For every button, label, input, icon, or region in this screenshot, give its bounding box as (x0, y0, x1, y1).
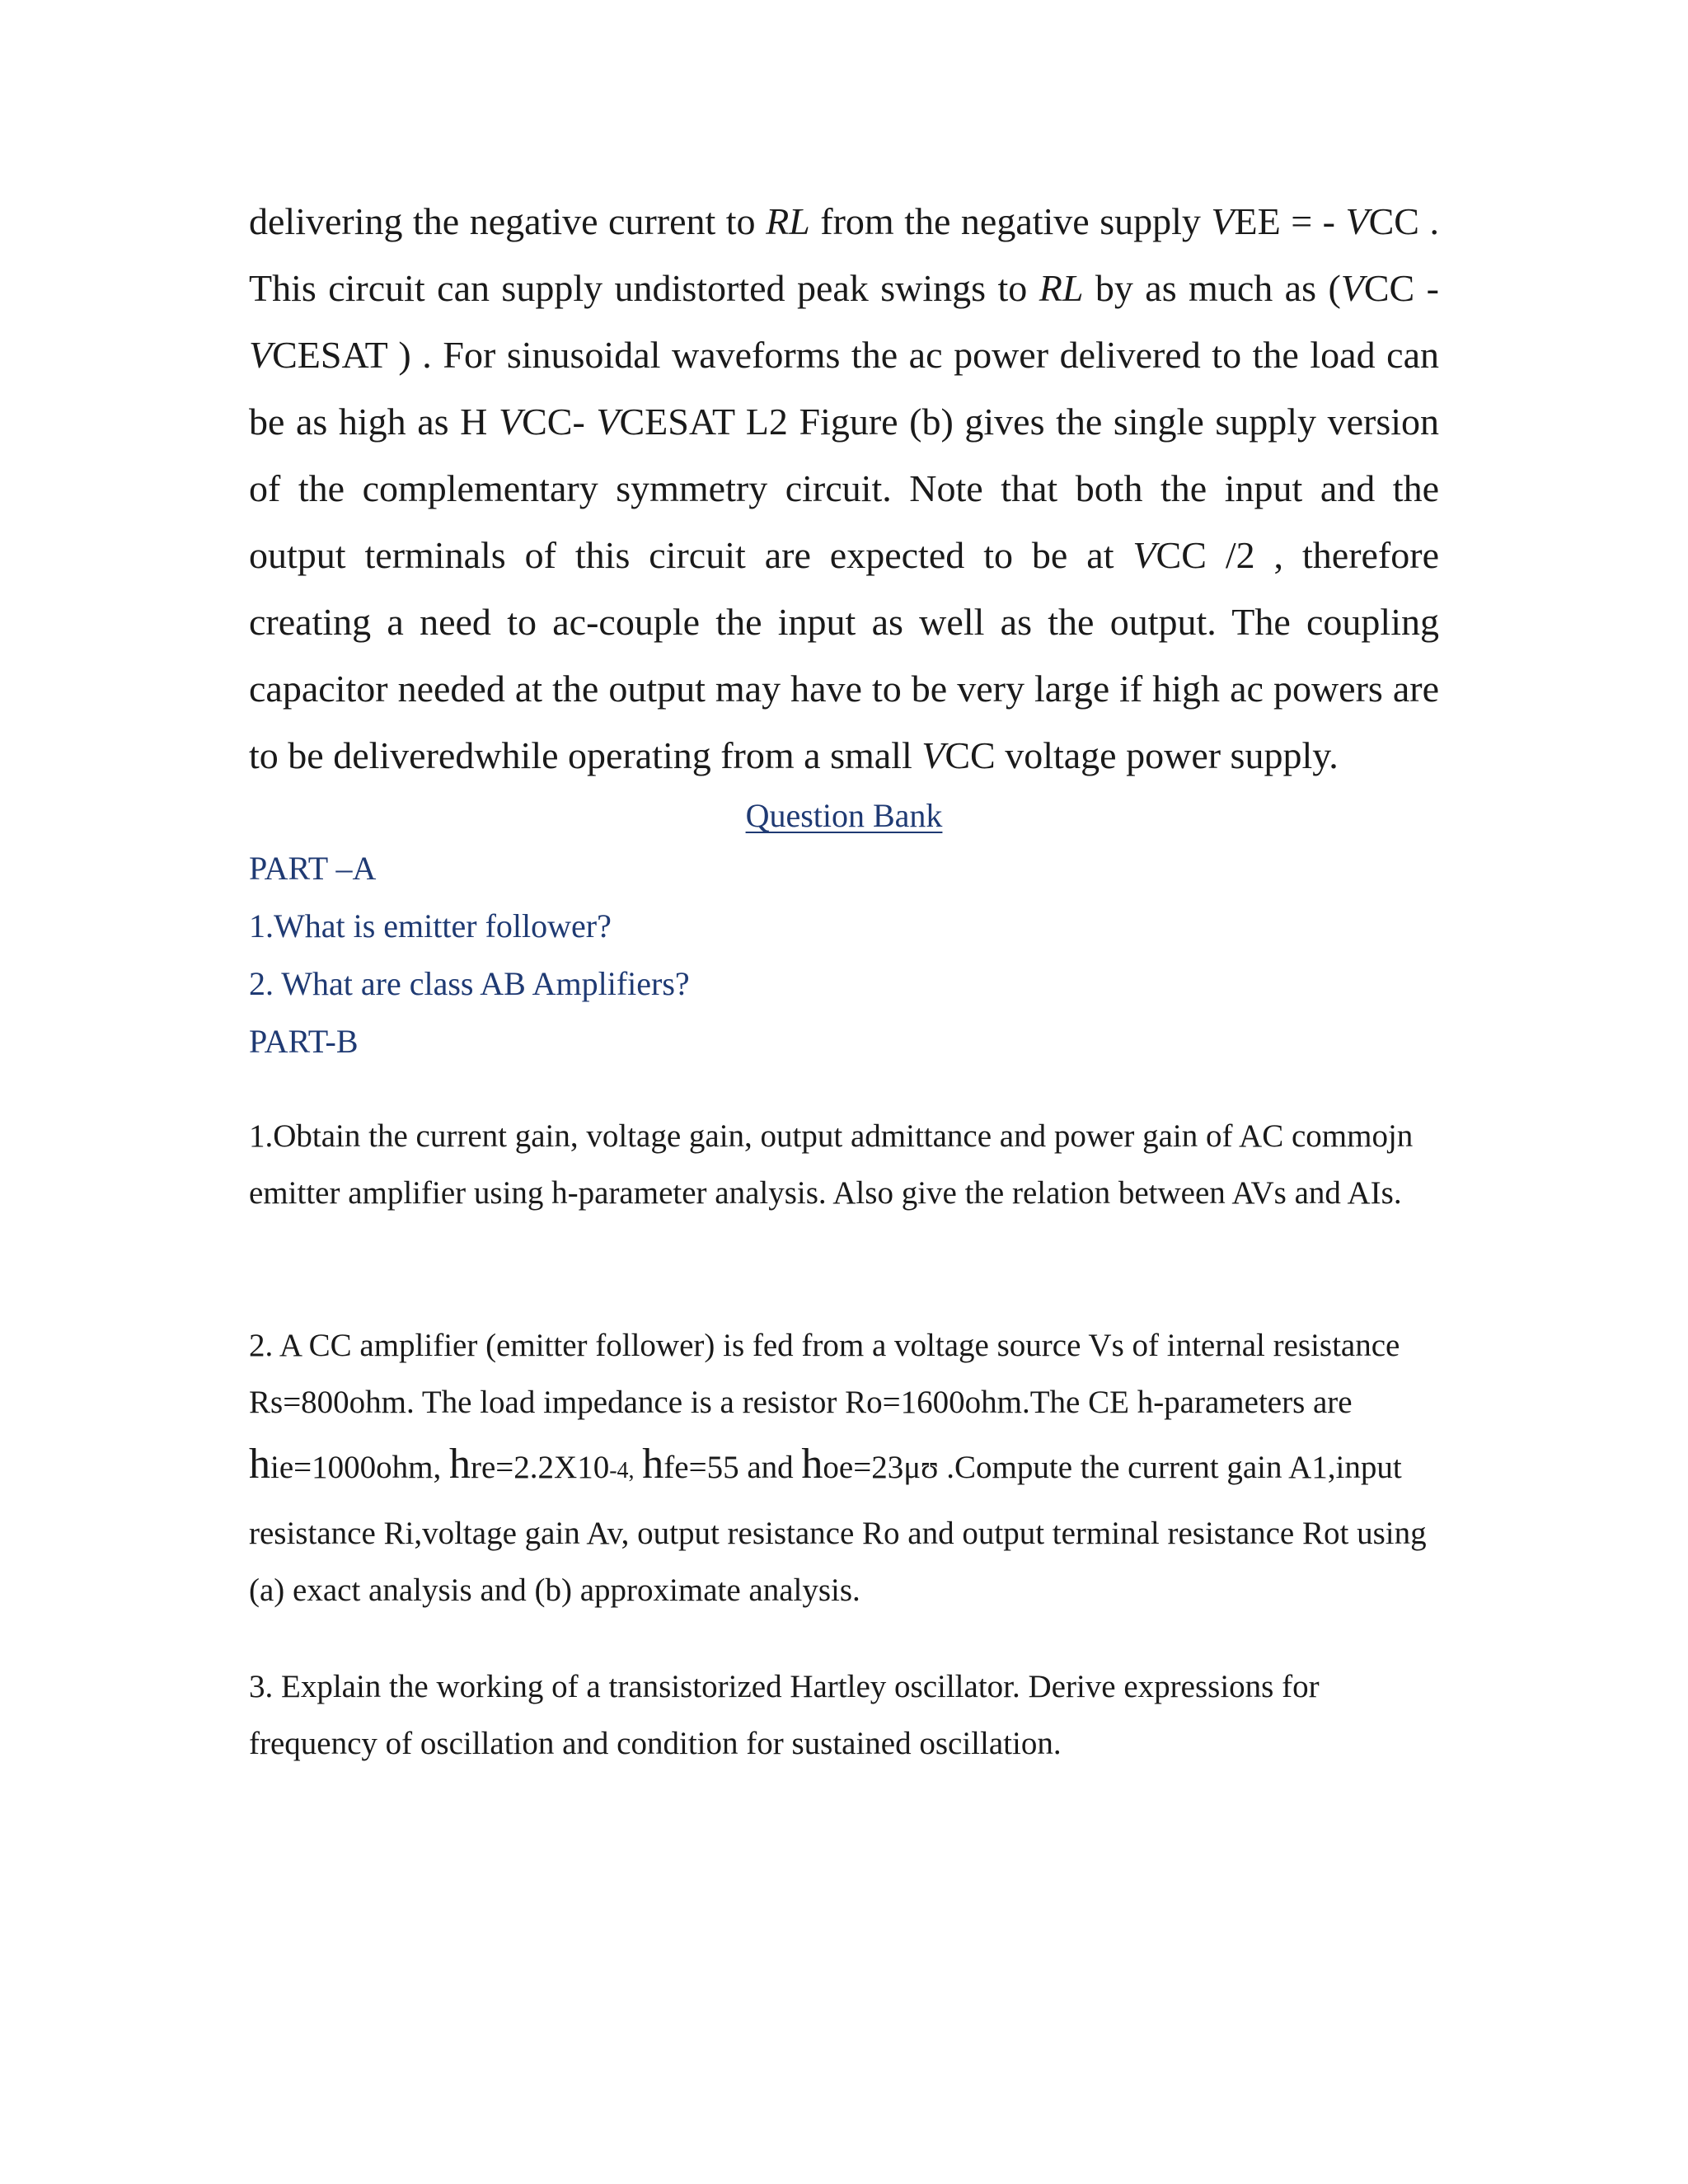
italic-term: V (1132, 534, 1156, 576)
italic-term: RL (766, 200, 810, 242)
text-run: CC /2 , therefore creating a need to ac-couple the input as well as the output. The coupling capacitor needed at the output may have to be very large if high ac powers are to be deliveredwhile operating from a small (249, 534, 1439, 776)
text-run: oe=23μʊ .Compute the current gain A1,input (823, 1450, 1402, 1485)
italic-term: V (498, 401, 523, 443)
part-b-question-2-line-3: resistance Ri,voltage gain Av, output resistance Ro and output terminal resistance Rot using (a) exact analysis and (b) approximate analysis. (249, 1516, 1427, 1608)
italic-term: V (1340, 267, 1364, 309)
italic-term: RL (1039, 267, 1084, 309)
italic-term: V (921, 734, 945, 776)
text-run: re=2.2X10 (470, 1450, 610, 1485)
part-b-question-1: 1.Obtain the current gain, voltage gain, output admittance and power gain of AC commojn emitter amplifier using h-parameter analysis. Also give the relation between AVs and AIs. (249, 1118, 1414, 1211)
part-b-question-2-line-1: 2. A CC amplifier (emitter follower) is fed from a voltage source Vs of internal resistance Rs=800ohm. The load impedance is a resistor Ro=1600ohm.The CE h-parameters are (249, 1328, 1400, 1420)
h-symbol: h (448, 1441, 471, 1488)
text-run: CC- (522, 401, 597, 443)
part-b-question-2-h-params (249, 1436, 1439, 1499)
italic-term: V (596, 401, 620, 443)
text-run: EE = - (1234, 200, 1346, 242)
exponent: -4, (609, 1458, 635, 1483)
italic-term: V (1211, 200, 1235, 242)
text-run: CESAT ) . For sinusoidal waveforms the ac power delivered to the load can be as high as H (249, 334, 1439, 443)
text-run: CC - (1363, 267, 1439, 309)
question-bank-title: Question Bank (745, 797, 943, 834)
italic-term: V (249, 334, 273, 376)
part-a-question-2: 2. What are class AB Amplifiers? (249, 965, 690, 1002)
h-symbol: h (801, 1441, 823, 1488)
text-run: delivering the negative current to (249, 200, 767, 242)
text-run (635, 1450, 643, 1485)
text-run: CC voltage power supply. (945, 734, 1339, 776)
text-run: by as much as ( (1083, 267, 1341, 309)
text-run: ie=1000ohm, (270, 1450, 449, 1485)
part-b-heading: PART-B (249, 1023, 359, 1060)
h-symbol: h (249, 1441, 270, 1488)
text-run: fe=55 and (663, 1450, 802, 1485)
italic-term: V (1345, 200, 1369, 242)
text-run: CESAT L2 Figure (b) gives the single supply version of the complementary symmetry circuit. Note that both the input and the output terminals of this circuit are expected to be at (249, 401, 1439, 576)
text-run: CC . This circuit can supply undistorted peak swings to (249, 200, 1439, 309)
part-b-question-3: 3. Explain the working of a transistorized Hartley oscillator. Derive expressions for frequency of oscillation and condition for sustained oscillation. (249, 1669, 1320, 1761)
part-a-heading: PART –A (249, 850, 377, 887)
part-a-question-1: 1.What is emitter follower? (249, 907, 612, 944)
text-run: from the negative supply (809, 200, 1212, 242)
body-paragraph (249, 188, 1439, 789)
h-symbol: h (642, 1441, 664, 1488)
